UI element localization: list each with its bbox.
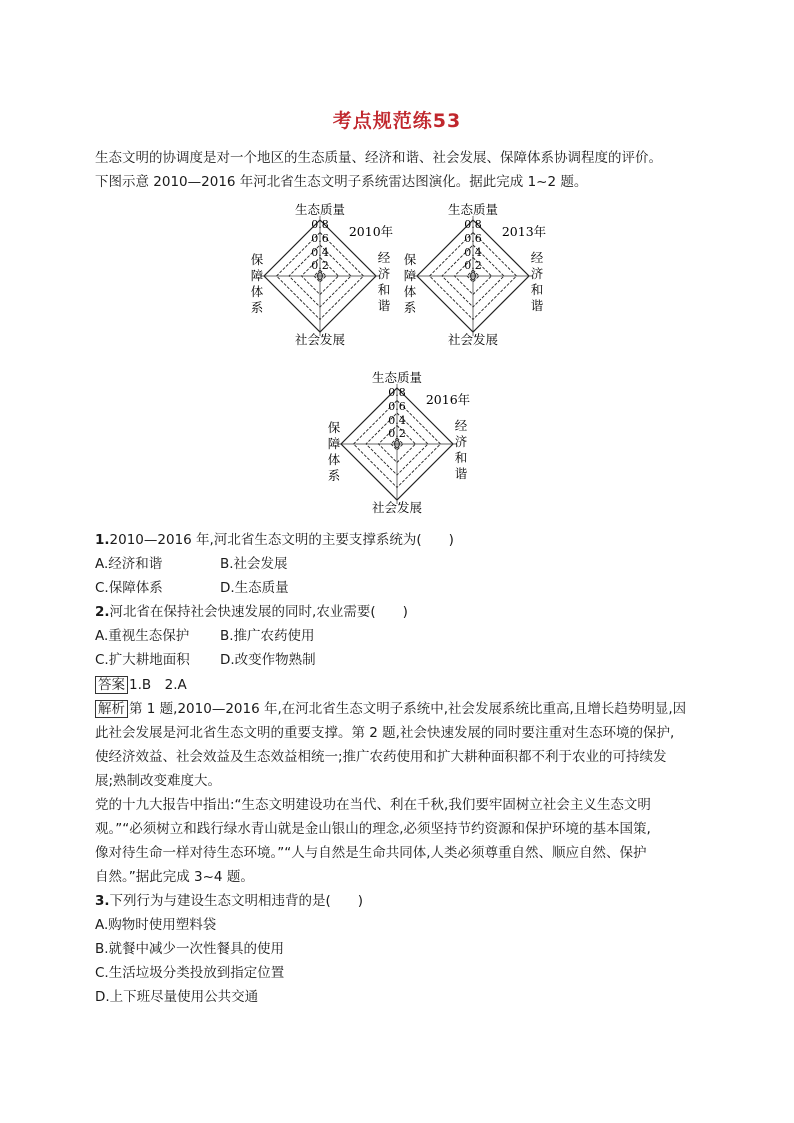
passage-line-2: 观。”“必须树立和践行绿水青山就是金山银山的理念,必须坚持节约资源和保护环境的基本国策, bbox=[95, 821, 651, 837]
axis-label-right bbox=[531, 250, 544, 313]
axis-label-right bbox=[455, 418, 468, 481]
axis-label-bottom: 社会发展 bbox=[447, 332, 499, 347]
question-stem: 下列行为与建设生态文明相违背的是( ) bbox=[109, 893, 364, 909]
axis-label-left bbox=[404, 252, 417, 315]
question-3 bbox=[95, 891, 363, 911]
radar-chart-2016 bbox=[322, 368, 472, 518]
option-b: B.就餐中减少一次性餐具的使用 bbox=[95, 941, 285, 957]
axis-label-bottom: 社会发展 bbox=[294, 332, 346, 347]
svg-text:保: 保 bbox=[403, 252, 417, 267]
analysis-line-3: 使经济效益、社会效益及生态效益相统一;推广农药使用和扩大耕种面积都不利于农业的可持续发 bbox=[95, 749, 667, 765]
passage-line-4: 自然。”据此完成 3~4 题。 bbox=[95, 869, 254, 885]
question-stem: 河北省在保持社会快速发展的同时,农业需要( ) bbox=[109, 604, 408, 620]
svg-text:系: 系 bbox=[250, 300, 264, 315]
axis-label-left bbox=[328, 420, 341, 483]
axis-label-top: 生态质量 bbox=[447, 202, 499, 217]
tick-labels bbox=[311, 218, 329, 283]
option-a: A.购物时使用塑料袋 bbox=[95, 917, 217, 933]
radar-chart-2010 bbox=[245, 200, 395, 350]
radar-chart-2013 bbox=[398, 200, 548, 350]
intro-line-1: 生态文明的协调度是对一个地区的生态质量、经济和谐、社会发展、保障体系协调程度的评价。 bbox=[95, 150, 662, 166]
option-c: C.扩大耕地面积 bbox=[95, 652, 190, 668]
svg-text:0.2: 0.2 bbox=[311, 259, 329, 272]
svg-text:济: 济 bbox=[377, 266, 391, 281]
axis-label-left bbox=[251, 252, 264, 315]
axis-label-bottom: 社会发展 bbox=[371, 500, 423, 515]
svg-text:0.2: 0.2 bbox=[464, 259, 482, 272]
svg-text:0.4: 0.4 bbox=[311, 246, 329, 259]
intro-line-2: 下图示意 2010—2016 年河北省生态文明子系统雷达图演化。据此完成 1~2 题。 bbox=[95, 174, 588, 190]
year-label: 2013年 bbox=[501, 224, 547, 239]
svg-text:0.2: 0.2 bbox=[388, 427, 406, 440]
svg-text:保: 保 bbox=[327, 420, 341, 435]
svg-text:0.6: 0.6 bbox=[388, 400, 406, 413]
question-number: 1. bbox=[95, 532, 110, 548]
svg-text:障: 障 bbox=[327, 436, 341, 451]
year-label: 2010年 bbox=[348, 224, 394, 239]
option-c: C.保障体系 bbox=[95, 580, 163, 596]
svg-text:0.6: 0.6 bbox=[464, 232, 482, 245]
svg-text:0.8: 0.8 bbox=[311, 218, 329, 231]
svg-text:谐: 谐 bbox=[530, 298, 544, 313]
option-d: D.生态质量 bbox=[220, 580, 289, 596]
option-row bbox=[95, 626, 315, 646]
option-row bbox=[95, 554, 288, 574]
answer-tag: 答案 bbox=[95, 676, 128, 694]
option-row bbox=[95, 578, 289, 598]
svg-text:经: 经 bbox=[377, 250, 391, 265]
passage-line-1: 党的十九大报告中指出:“生态文明建设功在当代、利在千秋,我们要牢固树立社会主义生态文明 bbox=[95, 797, 651, 813]
svg-text:经: 经 bbox=[530, 250, 544, 265]
option-c: C.生活垃圾分类投放到指定位置 bbox=[95, 965, 285, 981]
svg-text:谐: 谐 bbox=[377, 298, 391, 313]
svg-text:济: 济 bbox=[454, 434, 468, 449]
page-title: 考点规范练53 bbox=[332, 110, 462, 132]
question-2 bbox=[95, 602, 408, 622]
svg-text:和: 和 bbox=[377, 282, 391, 297]
svg-text:济: 济 bbox=[530, 266, 544, 281]
svg-text:体: 体 bbox=[403, 284, 417, 299]
tick-labels bbox=[388, 386, 406, 451]
answer-text: 1.B 2.A bbox=[129, 677, 187, 693]
svg-text:0.8: 0.8 bbox=[464, 218, 482, 231]
analysis-line-2: 此社会发展是河北省生态文明的重要支撑。第 2 题,社会快速发展的同时要注重对生态环境的保护, bbox=[95, 725, 675, 741]
tick-labels bbox=[464, 218, 482, 283]
option-d: D.改变作物熟制 bbox=[220, 652, 316, 668]
year-label: 2016年 bbox=[425, 392, 471, 407]
axis-label-right bbox=[378, 250, 391, 313]
svg-text:0.4: 0.4 bbox=[388, 414, 406, 427]
question-stem: 2010—2016 年,河北省生态文明的主要支撑系统为( ) bbox=[109, 532, 454, 548]
svg-text:0: 0 bbox=[393, 438, 401, 451]
svg-text:0.4: 0.4 bbox=[464, 246, 482, 259]
option-row bbox=[95, 650, 316, 670]
answer-line bbox=[95, 675, 187, 695]
analysis-line-1: 解析 第 1 题,2010—2016 年,在河北省生态文明子系统中,社会发展系统比重高,且增长趋势明显,因 bbox=[95, 699, 686, 719]
svg-text:谐: 谐 bbox=[454, 466, 468, 481]
axis-label-top: 生态质量 bbox=[294, 202, 346, 217]
svg-text:系: 系 bbox=[327, 468, 341, 483]
svg-text:0: 0 bbox=[469, 270, 477, 283]
svg-text:障: 障 bbox=[250, 268, 264, 283]
svg-text:经: 经 bbox=[454, 418, 468, 433]
svg-text:0.6: 0.6 bbox=[311, 232, 329, 245]
svg-text:0: 0 bbox=[316, 270, 324, 283]
svg-text:和: 和 bbox=[530, 282, 544, 297]
svg-text:体: 体 bbox=[250, 284, 264, 299]
svg-text:0.8: 0.8 bbox=[388, 386, 406, 399]
question-1 bbox=[95, 530, 454, 550]
option-d: D.上下班尽量使用公共交通 bbox=[95, 989, 259, 1005]
question-number: 2. bbox=[95, 604, 110, 620]
svg-text:和: 和 bbox=[454, 450, 468, 465]
svg-text:障: 障 bbox=[403, 268, 417, 283]
passage-line-3: 像对待生命一样对待生态环境。”“人与自然是生命共同体,人类必须尊重自然、顺应自然、保护 bbox=[95, 845, 647, 861]
option-a: A.重视生态保护 bbox=[95, 628, 190, 644]
option-b: B.推广农药使用 bbox=[220, 628, 315, 644]
axis-label-top: 生态质量 bbox=[371, 370, 423, 385]
analysis-line-4: 展;熟制改变难度大。 bbox=[95, 773, 222, 789]
option-a: A.经济和谐 bbox=[95, 556, 163, 572]
question-number: 3. bbox=[95, 893, 110, 909]
svg-text:系: 系 bbox=[403, 300, 417, 315]
svg-text:体: 体 bbox=[327, 452, 341, 467]
analysis-tag: 解析 bbox=[95, 700, 128, 718]
svg-text:保: 保 bbox=[250, 252, 264, 267]
option-b: B.社会发展 bbox=[220, 556, 288, 572]
